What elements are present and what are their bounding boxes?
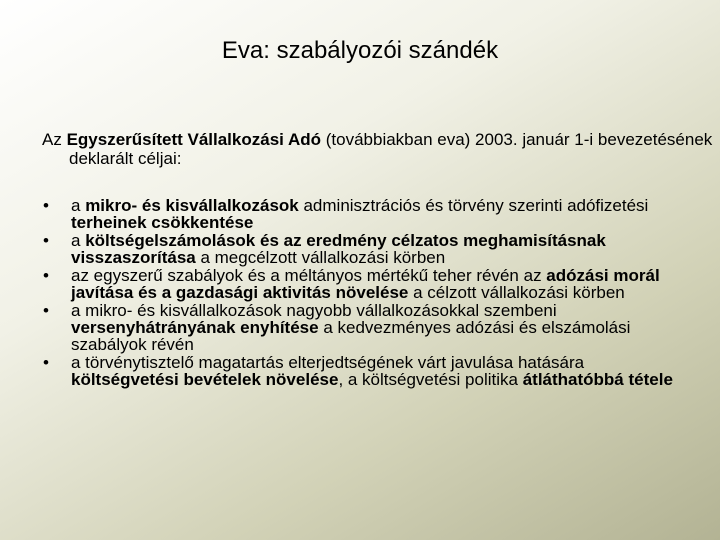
item-bold: mikro- és kisvállalkozások	[85, 196, 299, 215]
item-text: a célzott vállalkozási körben	[408, 283, 625, 302]
list-item	[43, 267, 683, 301]
item-text: , a költségvetési politika	[338, 370, 523, 389]
list-item	[43, 302, 683, 353]
item-text: az egyszerű szabályok és a méltányos mértékű teher révén az	[71, 266, 547, 285]
item-bold: versenyhátrányának enyhítése	[71, 318, 319, 337]
item-text: a kedvezményes adózási és elszámolási szabályok révén	[71, 318, 631, 354]
goals-list	[43, 197, 683, 389]
item-bold: költségelszámolások és az eredmény célzatos meghamisításnak visszaszorítása	[71, 231, 606, 267]
intro-suffix: (továbbiakban eva) 2003. január 1-i bevezetésének deklarált céljai:	[69, 130, 713, 168]
bullet-icon: •	[43, 266, 49, 285]
list-item	[43, 354, 683, 388]
bullet-icon: •	[43, 353, 49, 372]
item-bold: terheinek csökkentése	[71, 213, 254, 232]
item-text: a	[71, 231, 86, 250]
intro-bold: Egyszerűsített Vállalkozási Adó	[66, 130, 322, 149]
item-text: a törvénytisztelő magatartás elterjedtségének várt javulása hatására	[71, 353, 585, 372]
item-bold: adózási morál javítása és a gazdasági aktivitás növelése	[71, 266, 660, 302]
bullet-icon: •	[43, 301, 49, 320]
list-item	[43, 232, 683, 266]
item-text: a	[71, 196, 86, 215]
item-bold: költségvetési bevételek növelése	[71, 370, 339, 389]
intro-prefix: Az	[42, 130, 67, 149]
bullet-icon: •	[43, 196, 49, 215]
bullet-icon: •	[43, 231, 49, 250]
item-text: adminisztrációs és törvény szerinti adófizetési	[298, 196, 649, 215]
list-item	[43, 197, 683, 231]
item-text: a mikro- és kisvállalkozások nagyobb vállalkozásokkal szembeni	[71, 301, 557, 320]
slide-title: Eva: szabályozói szándék	[221, 37, 499, 64]
item-bold: átláthatóbbá tétele	[522, 370, 673, 389]
intro-paragraph	[42, 130, 719, 168]
item-text: a megcélzott vállalkozási körben	[195, 248, 446, 267]
